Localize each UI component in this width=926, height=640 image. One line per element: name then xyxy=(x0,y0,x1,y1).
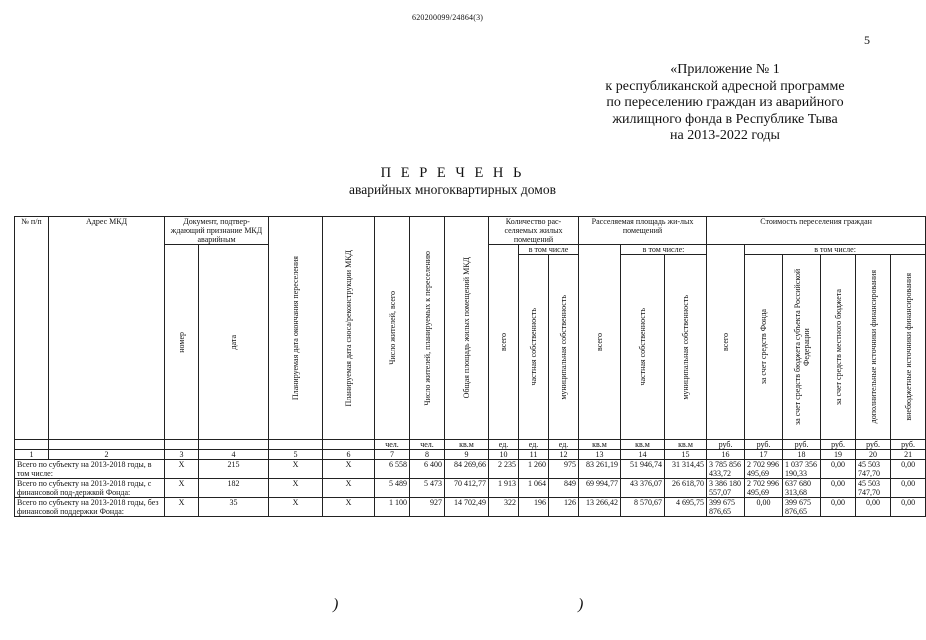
unit-cell xyxy=(15,440,49,450)
header-area-total: всего xyxy=(579,245,621,440)
index-cell: 13 xyxy=(579,450,621,460)
document-id: 620200099/24864(3) xyxy=(412,13,484,22)
table-cell: 399 675 876,65 xyxy=(707,498,745,517)
table-cell: 2 235 xyxy=(489,460,519,479)
table-cell: 2 702 996 495,69 xyxy=(745,460,783,479)
table-cell: X xyxy=(269,479,323,498)
table-cell: 0,00 xyxy=(891,498,926,517)
document-title: П Е Р Е Ч Е Н Ь xyxy=(380,165,525,181)
index-cell: 8 xyxy=(410,450,445,460)
header-doc-number: номер xyxy=(165,245,199,440)
table-cell: X xyxy=(165,479,199,498)
table-cell: 1 913 xyxy=(489,479,519,498)
unit-cell xyxy=(165,440,199,450)
table-cell: 35 xyxy=(199,498,269,517)
table-cell: 45 503 747,70 xyxy=(856,460,891,479)
unit-cell: ед. xyxy=(519,440,549,450)
header-residents-total: Число жителей, всего xyxy=(375,217,410,440)
header-cost: Стоимость переселения граждан xyxy=(707,217,926,245)
table-cell: 0,00 xyxy=(821,479,856,498)
table-cell: X xyxy=(323,479,375,498)
table-cell: 215 xyxy=(199,460,269,479)
table-cell: 83 261,19 xyxy=(579,460,621,479)
buildings-table xyxy=(14,216,926,517)
table-cell: 0,00 xyxy=(821,498,856,517)
table-cell: 26 618,70 xyxy=(665,479,707,498)
index-cell: 12 xyxy=(549,450,579,460)
table-cell: 4 695,75 xyxy=(665,498,707,517)
unit-cell xyxy=(49,440,165,450)
unit-cell: руб. xyxy=(783,440,821,450)
table-cell: 0,00 xyxy=(821,460,856,479)
table-cell: 0,00 xyxy=(745,498,783,517)
table-cell: 1 100 xyxy=(375,498,410,517)
table-cell: 8 570,67 xyxy=(621,498,665,517)
unit-cell: кв.м xyxy=(445,440,489,450)
index-cell: 6 xyxy=(323,450,375,460)
index-cell: 11 xyxy=(519,450,549,460)
appendix-header xyxy=(575,62,875,145)
unit-cell: чел. xyxy=(410,440,445,450)
table-cell: 3 386 180 557,07 xyxy=(707,479,745,498)
appendix-line-3: по переселению граждан из аварийного xyxy=(606,95,844,110)
row-label: Всего по субъекту на 2013-2018 годы, в том числе: xyxy=(15,460,165,479)
table-cell: 43 376,07 xyxy=(621,479,665,498)
table-cell: X xyxy=(165,460,199,479)
index-cell: 18 xyxy=(783,450,821,460)
table-cell: 399 675 876,65 xyxy=(783,498,821,517)
unit-cell xyxy=(323,440,375,450)
table-cell: 1 260 xyxy=(519,460,549,479)
footer-mark-right: ) xyxy=(578,596,584,613)
row-label: Всего по субъекту на 2013-2018 годы, без финансовой поддержки Фонда: xyxy=(15,498,165,517)
index-cell: 20 xyxy=(856,450,891,460)
footer-mark-left: ) xyxy=(333,596,339,613)
table-cell: 5 489 xyxy=(375,479,410,498)
header-resettle-end: Планируемая дата окончания переселения xyxy=(269,217,323,440)
table-cell: 322 xyxy=(489,498,519,517)
table-cell: 975 xyxy=(549,460,579,479)
table-cell: 84 269,66 xyxy=(445,460,489,479)
table-cell: 126 xyxy=(549,498,579,517)
table-cell: 51 946,74 xyxy=(621,460,665,479)
appendix-line-1: «Приложение № 1 xyxy=(670,62,780,77)
unit-cell: руб. xyxy=(821,440,856,450)
header-rooms-total: всего xyxy=(489,245,519,440)
table-cell: 0,00 xyxy=(891,460,926,479)
table-cell: X xyxy=(269,498,323,517)
column-index-row xyxy=(15,450,926,460)
unit-cell: руб. xyxy=(707,440,745,450)
header-area-including: в том числе: xyxy=(621,245,707,255)
table-cell: 0,00 xyxy=(891,479,926,498)
index-cell: 19 xyxy=(821,450,856,460)
index-cell: 15 xyxy=(665,450,707,460)
header-cost-fund: за счет средств Фонда xyxy=(745,255,783,440)
header-residents-planned: Число жителей, планируемых к переселению xyxy=(410,217,445,440)
header-rooms-count: Количество рас-селяемых жилых помещений xyxy=(489,217,579,245)
table-cell: 1 064 xyxy=(519,479,549,498)
header-demolish-date: Планируемая дата сноса/реконструкции МКД xyxy=(323,217,375,440)
header-cost-extra: дополнительные источники финансирования xyxy=(856,255,891,440)
table-cell: 6 558 xyxy=(375,460,410,479)
unit-cell: руб. xyxy=(856,440,891,450)
table-cell: X xyxy=(269,460,323,479)
table-cell: 182 xyxy=(199,479,269,498)
header-rooms-including: в том числе xyxy=(519,245,579,255)
index-cell: 5 xyxy=(269,450,323,460)
table-cell: 70 412,77 xyxy=(445,479,489,498)
header-address: Адрес МКД xyxy=(49,217,165,440)
index-cell: 4 xyxy=(199,450,269,460)
header-cost-total: всего xyxy=(707,245,745,440)
index-cell: 21 xyxy=(891,450,926,460)
table-cell: 0,00 xyxy=(856,498,891,517)
table-cell: 31 314,45 xyxy=(665,460,707,479)
header-rooms-private: частная собственность xyxy=(519,255,549,440)
unit-cell xyxy=(199,440,269,450)
index-cell: 1 xyxy=(15,450,49,460)
table-row xyxy=(15,479,926,498)
table-row xyxy=(15,460,926,479)
index-cell: 17 xyxy=(745,450,783,460)
page-number: 5 xyxy=(864,33,870,47)
units-row xyxy=(15,440,926,450)
header-area: Расселяемая площадь жи-лых помещений xyxy=(579,217,707,245)
unit-cell: руб. xyxy=(745,440,783,450)
table-cell: 1 037 356 190,33 xyxy=(783,460,821,479)
header-cost-including: в том числе: xyxy=(745,245,926,255)
table-cell: 2 702 996 495,69 xyxy=(745,479,783,498)
table-cell: 3 785 856 433,72 xyxy=(707,460,745,479)
index-cell: 10 xyxy=(489,450,519,460)
table-cell: X xyxy=(165,498,199,517)
table-cell: 13 266,42 xyxy=(579,498,621,517)
index-cell: 3 xyxy=(165,450,199,460)
table-cell: 849 xyxy=(549,479,579,498)
header-document: Документ, подтвер-ждающий признание МКД аварийным xyxy=(165,217,269,245)
index-cell: 16 xyxy=(707,450,745,460)
table-row xyxy=(15,498,926,517)
index-cell: 2 xyxy=(49,450,165,460)
table-cell: 5 473 xyxy=(410,479,445,498)
table-cell: 927 xyxy=(410,498,445,517)
table-cell: 6 400 xyxy=(410,460,445,479)
appendix-line-5: на 2013-2022 годы xyxy=(670,128,780,143)
header-rooms-municipal: муниципальная собственность xyxy=(549,255,579,440)
appendix-line-2: к республиканской адресной программе xyxy=(605,78,845,94)
unit-cell: кв.м xyxy=(579,440,621,450)
unit-cell: ед. xyxy=(489,440,519,450)
table-cell: 14 702,49 xyxy=(445,498,489,517)
table-cell: 45 503 747,70 xyxy=(856,479,891,498)
header-cost-offbudget: внебюджетные источники финансирования xyxy=(891,255,926,440)
unit-cell: кв.м xyxy=(665,440,707,450)
header-doc-date: дата xyxy=(199,245,269,440)
table-cell: 196 xyxy=(519,498,549,517)
unit-cell: руб. xyxy=(891,440,926,450)
appendix-line-4: жилищного фонда в Республике Тыва xyxy=(612,111,838,127)
document-subtitle: аварийных многоквартирных домов xyxy=(349,182,556,197)
header-area-municipal: муниципальная собственность xyxy=(665,255,707,440)
index-cell: 14 xyxy=(621,450,665,460)
index-cell: 7 xyxy=(375,450,410,460)
table-cell: 69 994,77 xyxy=(579,479,621,498)
unit-cell: кв.м xyxy=(621,440,665,450)
header-cost-subject-budget: за счет средств бюджета субъекта Российской Федерации xyxy=(783,255,821,440)
header-num: № п/п xyxy=(15,217,49,440)
table-cell: X xyxy=(323,498,375,517)
table-cell: X xyxy=(323,460,375,479)
unit-cell: чел. xyxy=(375,440,410,450)
table-cell: 637 680 313,68 xyxy=(783,479,821,498)
header-cost-local-budget: за счет средств местного бюджета xyxy=(821,255,856,440)
header-total-area: Общая площадь жилых помещений МКД xyxy=(445,217,489,440)
header-area-private: частная собственность xyxy=(621,255,665,440)
header-row-1 xyxy=(15,217,926,245)
row-label: Всего по субъекту на 2013-2018 годы, с финансовой под-держкой Фонда: xyxy=(15,479,165,498)
index-cell: 9 xyxy=(445,450,489,460)
unit-cell: ед. xyxy=(549,440,579,450)
unit-cell xyxy=(269,440,323,450)
